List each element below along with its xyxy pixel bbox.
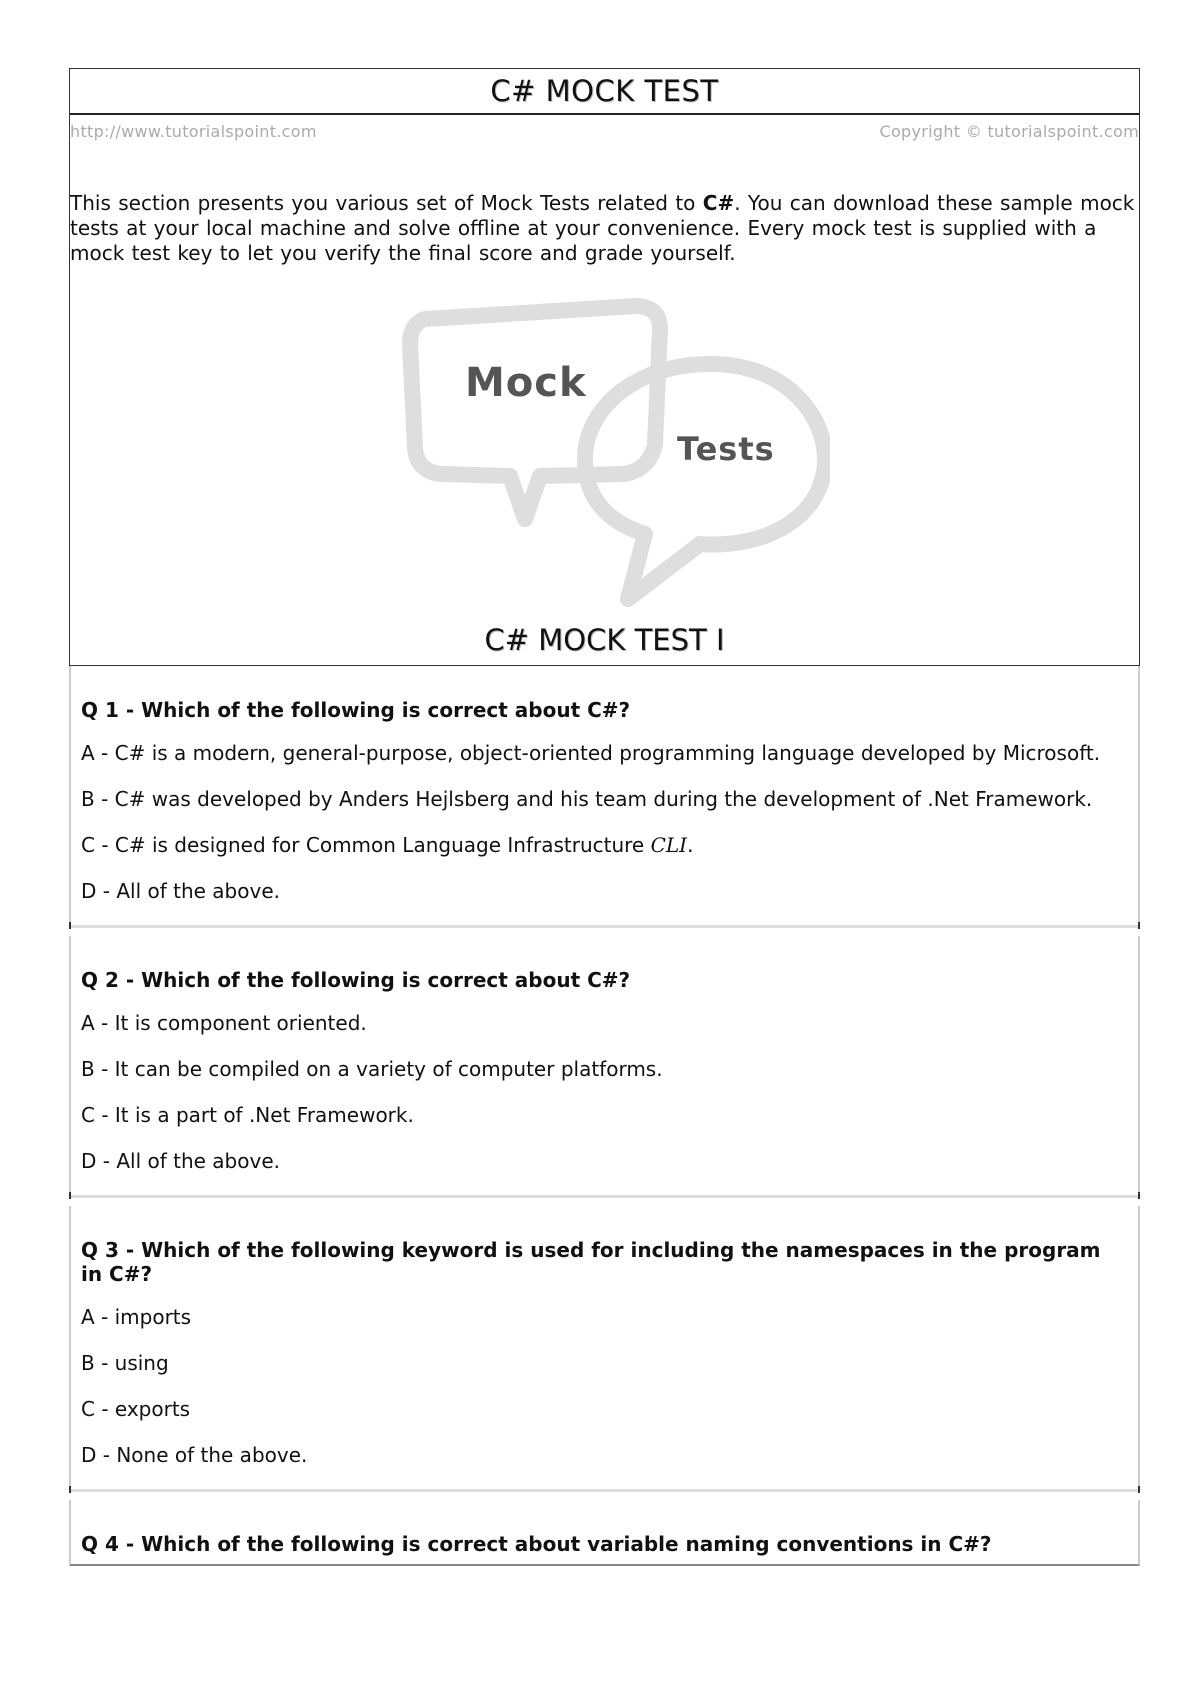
divider-tick: [1138, 1486, 1140, 1493]
option-a: A - It is component oriented.: [81, 1011, 367, 1035]
question-card-3: [69, 1206, 1140, 1492]
question-text: Q 4 - Which of the following is correct about variable naming conventions in C#?: [81, 1532, 992, 1556]
divider-tick: [69, 922, 71, 929]
question-text: Q 2 - Which of the following is correct about C#?: [81, 968, 631, 992]
question-separator: [69, 1492, 1140, 1500]
header-box: [69, 68, 1140, 666]
option-c: [81, 833, 1128, 857]
mock-tests-logo: [370, 284, 830, 624]
question-text: Q 1 - Which of the following is correct about C#?: [81, 698, 631, 722]
page: [69, 68, 1140, 1566]
copyright-text: Copyright © tutorialspoint.com: [879, 122, 1139, 141]
option-b: B - using: [81, 1351, 169, 1375]
intro-keyword: C#: [702, 191, 735, 215]
intro-text-start: This section presents you various set of Mock Tests related to: [70, 191, 703, 215]
option-c: C - exports: [81, 1397, 191, 1421]
question-text: Q 3 - Which of the following keyword is used for including the namespaces in the program in C#?: [81, 1238, 1101, 1286]
option-a: A - imports: [81, 1305, 192, 1329]
question-separator: [69, 928, 1140, 936]
option-d: D - All of the above.: [81, 879, 280, 903]
option-c-text: C - C# is designed for Common Language Infrastructure: [81, 833, 651, 857]
option-b: B - It can be compiled on a variety of computer platforms.: [81, 1057, 663, 1081]
logo-text-tests: Tests: [677, 430, 775, 468]
question-card-2: [69, 936, 1140, 1198]
option-c: C - It is a part of .Net Framework.: [81, 1103, 414, 1127]
intro-paragraph: [70, 191, 1139, 266]
option-a: A - C# is a modern, general-purpose, object-oriented programming language developed by Microsoft.: [81, 741, 1101, 765]
page-title: C# MOCK TEST: [490, 74, 719, 108]
option-d: D - All of the above.: [81, 1149, 280, 1173]
logo-text-mock: Mock: [465, 360, 587, 406]
question-card-1: [69, 666, 1140, 928]
link-row: [70, 115, 1139, 141]
logo-bubble-left: [410, 306, 660, 519]
option-b: B - C# was developed by Anders Hejlsberg and his team during the development of .Net Framework.: [81, 787, 1093, 811]
test-subtitle: C# MOCK TEST I: [484, 623, 725, 657]
divider-tick: [1138, 1192, 1140, 1199]
site-url-link[interactable]: http://www.tutorialspoint.com: [70, 122, 317, 141]
divider-tick: [1138, 922, 1140, 929]
intro-text-end: . You can download these sample mock tests at your local machine and solve offline at your convenience. Every mock test is supplied with a mock test key to let you verify the final score and grade yourself.: [70, 191, 1135, 265]
question-card-4: [69, 1500, 1140, 1566]
option-c-end: .: [687, 833, 694, 857]
option-d: D - None of the above.: [81, 1443, 308, 1467]
question-separator: [69, 1198, 1140, 1206]
divider-tick: [69, 1192, 71, 1199]
title-row: [70, 69, 1139, 115]
divider-tick: [69, 1486, 71, 1493]
option-c-abbr: CLI: [650, 833, 688, 857]
